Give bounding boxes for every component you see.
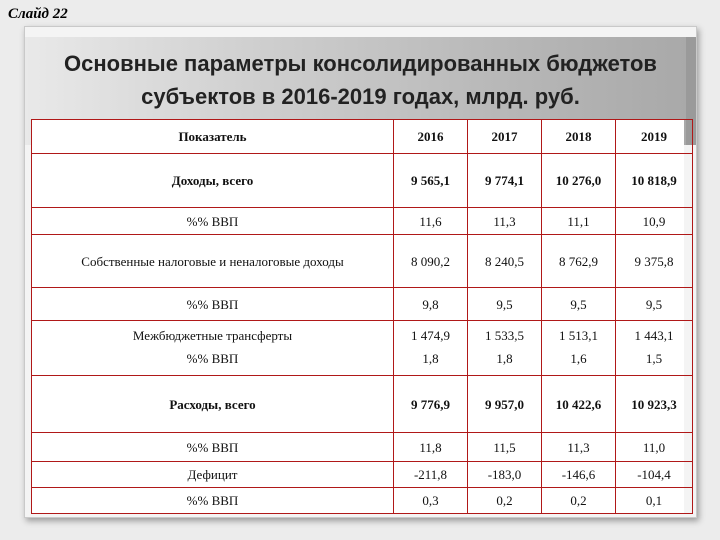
slide-title: [25, 47, 696, 113]
transfers-value: 1 513,1: [559, 328, 598, 343]
transfers-value: 1 443,1: [634, 328, 674, 343]
cell-2017: 0,2: [468, 488, 542, 514]
cell-2016: 8 090,2: [394, 235, 468, 288]
cell-2017: -183,0: [468, 462, 542, 488]
cell-2016: 11,6: [394, 208, 468, 235]
cell-2016: [394, 321, 468, 376]
cell-2016: 9 776,9: [394, 376, 468, 433]
row-label: %% ВВП: [32, 433, 394, 462]
table-row-deficit: [32, 462, 693, 488]
table-row-own-revenue-gdp: [32, 288, 693, 321]
cell-2019: 9 375,8: [616, 235, 693, 288]
table-row-deficit-gdp: [32, 488, 693, 514]
cell-2018: 9,5: [542, 288, 616, 321]
cell-2017: 11,5: [468, 433, 542, 462]
budget-table-wrap: [31, 119, 684, 514]
transfers-gdp-value: 1,6: [570, 351, 587, 366]
cell-2018: 10 276,0: [542, 154, 616, 208]
transfers-value: 1 474,9: [411, 328, 450, 343]
table-row-own-revenue: [32, 235, 693, 288]
cell-2019: 0,1: [616, 488, 693, 514]
title-line-1: Основные параметры консолидированных бюджетов: [64, 51, 657, 76]
cell-2019: 10 923,3: [616, 376, 693, 433]
row-label: %% ВВП: [32, 288, 394, 321]
cell-2017: [468, 321, 542, 376]
header-indicator: Показатель: [32, 120, 394, 154]
cell-2016: 0,3: [394, 488, 468, 514]
row-label: Доходы, всего: [32, 154, 394, 208]
header-2018: 2018: [542, 120, 616, 154]
cell-2017: 8 240,5: [468, 235, 542, 288]
cell-2016: -211,8: [394, 462, 468, 488]
table-row-expenditure-gdp: [32, 433, 693, 462]
cell-2019: 10 818,9: [616, 154, 693, 208]
slide-frame: [24, 26, 697, 518]
row-label: Расходы, всего: [32, 376, 394, 433]
header-2016: 2016: [394, 120, 468, 154]
cell-2017: 9 957,0: [468, 376, 542, 433]
cell-2018: 10 422,6: [542, 376, 616, 433]
cell-2019: 10,9: [616, 208, 693, 235]
transfers-value: 1 533,5: [485, 328, 524, 343]
row-label: Дефицит: [32, 462, 394, 488]
cell-2018: 0,2: [542, 488, 616, 514]
cell-2018: 11,1: [542, 208, 616, 235]
transfers-label: Межбюджетные трансферты: [132, 328, 293, 343]
header-2019: 2019: [616, 120, 693, 154]
table-header-row: [32, 120, 693, 154]
row-label: Собственные налоговые и неналоговые доходы: [32, 235, 394, 288]
cell-2019: [616, 321, 693, 376]
row-label: [32, 321, 394, 376]
cell-2019: -104,4: [616, 462, 693, 488]
transfers-gdp-label: %% ВВП: [186, 351, 239, 366]
row-label: %% ВВП: [32, 488, 394, 514]
cell-2018: [542, 321, 616, 376]
cell-2018: -146,6: [542, 462, 616, 488]
table-row-transfers: [32, 321, 693, 376]
header-2017: 2017: [468, 120, 542, 154]
cell-2017: 11,3: [468, 208, 542, 235]
cell-2017: 9 774,1: [468, 154, 542, 208]
cell-2018: 11,3: [542, 433, 616, 462]
cell-2016: 11,8: [394, 433, 468, 462]
cell-2019: 11,0: [616, 433, 693, 462]
title-line-2: субъектов в 2016-2019 годах, млрд. руб.: [141, 84, 580, 109]
table-row-expenditure: [32, 376, 693, 433]
cell-2016: 9 565,1: [394, 154, 468, 208]
cell-2018: 8 762,9: [542, 235, 616, 288]
cell-2017: 9,5: [468, 288, 542, 321]
transfers-gdp-value: 1,5: [645, 351, 663, 366]
transfers-gdp-value: 1,8: [496, 351, 513, 366]
table-row-revenue: [32, 154, 693, 208]
budget-table: [31, 119, 693, 514]
slide-label: Слайд 22: [8, 6, 68, 22]
cell-2019: 9,5: [616, 288, 693, 321]
cell-2016: 9,8: [394, 288, 468, 321]
transfers-gdp-value: 1,8: [422, 351, 439, 366]
table-row-revenue-gdp: [32, 208, 693, 235]
row-label: %% ВВП: [32, 208, 394, 235]
